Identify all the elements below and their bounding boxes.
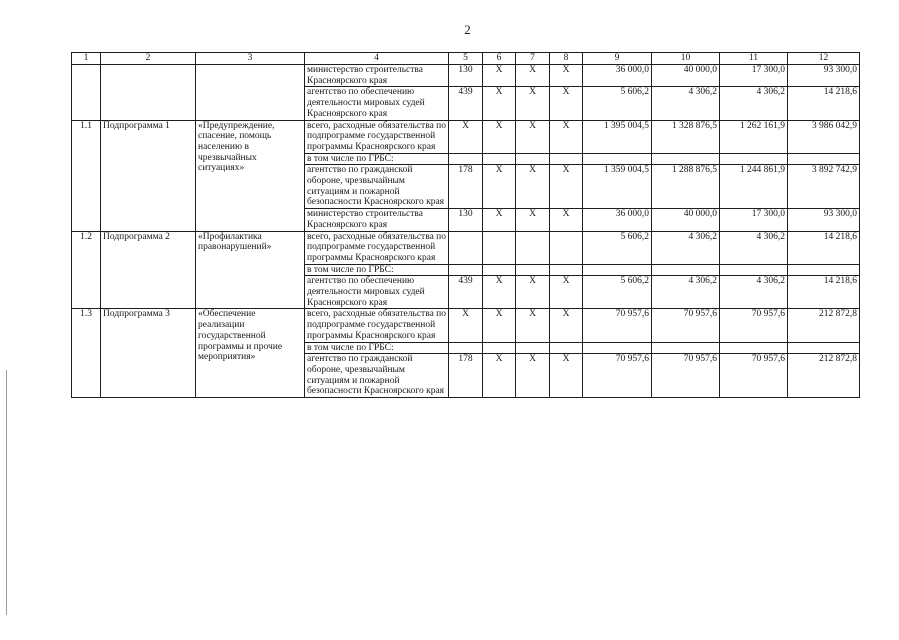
vr-cell [550, 264, 583, 276]
amount-col9: 5 606,2 [583, 276, 652, 309]
table-row [72, 231, 860, 264]
amount-total: 3 986 042,9 [788, 120, 860, 153]
amount-col9 [583, 342, 652, 354]
amount-total: 212 872,8 [788, 309, 860, 342]
column-header: 1 [72, 53, 101, 65]
vr-cell: X [550, 209, 583, 231]
table-row [72, 65, 860, 87]
amount-col10: 4 306,2 [652, 276, 720, 309]
amount-total: 14 218,6 [788, 87, 860, 120]
amount-col9: 5 606,2 [583, 87, 652, 120]
column-header: 7 [516, 53, 550, 65]
amount-col9: 36 000,0 [583, 209, 652, 231]
amount-col11: 70 957,6 [720, 309, 788, 342]
amount-col10: 1 328 876,5 [652, 120, 720, 153]
column-header: 6 [483, 53, 516, 65]
status-cell: Подпрограмма 3 [101, 309, 196, 398]
page-number: 2 [464, 22, 471, 37]
csr-cell [516, 231, 550, 264]
amount-col10: 70 957,6 [652, 354, 720, 398]
amount-col10: 40 000,0 [652, 65, 720, 87]
amount-total: 212 872,8 [788, 354, 860, 398]
amount-col11: 1 244 861,9 [720, 165, 788, 209]
amount-col10 [652, 153, 720, 165]
column-header: 5 [449, 53, 483, 65]
status-cell: Подпрограмма 1 [101, 120, 196, 231]
grbs-code-cell: 439 [449, 276, 483, 309]
amount-col10: 40 000,0 [652, 209, 720, 231]
amount-col11 [720, 264, 788, 276]
amount-col11: 4 306,2 [720, 276, 788, 309]
grbs-code-cell: X [449, 120, 483, 153]
grbs-code-cell [449, 342, 483, 354]
status-cell [101, 65, 196, 121]
grbs-code-cell [449, 264, 483, 276]
csr-cell: X [516, 209, 550, 231]
amount-total [788, 342, 860, 354]
column-header: 3 [196, 53, 305, 65]
grbs-code-cell: 439 [449, 87, 483, 120]
rzpr-cell: X [483, 309, 516, 342]
amount-col11: 17 300,0 [720, 209, 788, 231]
row-number-cell: 1.1 [72, 120, 101, 231]
amount-col10: 1 288 876,5 [652, 165, 720, 209]
rzpr-cell [483, 153, 516, 165]
amount-col9 [583, 264, 652, 276]
vr-cell [550, 231, 583, 264]
administrator-cell: агентство по гражданской обороне, чрезвычайным ситуациям и пожарной безопасности Красноярского края [305, 165, 449, 209]
amount-total [788, 153, 860, 165]
csr-cell: X [516, 65, 550, 87]
rzpr-cell [483, 231, 516, 264]
program-name-cell: «Предупреждение, спасение, помощь населению в чрезвычайных ситуациях» [196, 120, 305, 231]
administrator-cell: всего, расходные обязательства по подпрограмме государственной программы Красноярского края [305, 231, 449, 264]
vr-cell: X [550, 120, 583, 153]
grbs-code-cell: 130 [449, 65, 483, 87]
amount-col9: 70 957,6 [583, 354, 652, 398]
table-row [72, 120, 860, 153]
binding-margin-line [6, 370, 7, 615]
amount-col10 [652, 264, 720, 276]
vr-cell [550, 153, 583, 165]
rzpr-cell: X [483, 354, 516, 398]
status-cell: Подпрограмма 2 [101, 231, 196, 309]
program-name-cell: «Профилактика правонарушений» [196, 231, 305, 309]
rzpr-cell: X [483, 120, 516, 153]
grbs-code-cell [449, 153, 483, 165]
program-name-cell: «Обеспечение реализации государственной программы и прочие мероприятия» [196, 309, 305, 398]
rzpr-cell [483, 264, 516, 276]
rzpr-cell: X [483, 165, 516, 209]
amount-total: 14 218,6 [788, 231, 860, 264]
amount-col9: 36 000,0 [583, 65, 652, 87]
vr-cell: X [550, 165, 583, 209]
budget-table [71, 52, 860, 398]
amount-col10: 4 306,2 [652, 231, 720, 264]
vr-cell: X [550, 354, 583, 398]
column-header: 9 [583, 53, 652, 65]
amount-total: 14 218,6 [788, 276, 860, 309]
administrator-cell: агентство по обеспечению деятельности мировых судей Красноярского края [305, 87, 449, 120]
amount-col10: 70 957,6 [652, 309, 720, 342]
administrator-cell: министерство строительства Красноярского края [305, 209, 449, 231]
grbs-code-cell: 178 [449, 165, 483, 209]
column-header: 2 [101, 53, 196, 65]
amount-col9 [583, 153, 652, 165]
csr-cell: X [516, 165, 550, 209]
administrator-cell: министерство строительства Красноярского края [305, 65, 449, 87]
csr-cell [516, 342, 550, 354]
amount-col9: 1 395 004,5 [583, 120, 652, 153]
grbs-code-cell: 178 [449, 354, 483, 398]
row-number-cell: 1.2 [72, 231, 101, 309]
row-number-cell: 1.3 [72, 309, 101, 398]
rzpr-cell [483, 342, 516, 354]
column-header: 10 [652, 53, 720, 65]
column-header: 11 [720, 53, 788, 65]
column-header: 4 [305, 53, 449, 65]
amount-col10: 4 306,2 [652, 87, 720, 120]
administrator-cell: всего, расходные обязательства по подпрограмме государственной программы Красноярского края [305, 309, 449, 342]
csr-cell: X [516, 354, 550, 398]
table-row [72, 309, 860, 342]
vr-cell: X [550, 65, 583, 87]
csr-cell: X [516, 309, 550, 342]
amount-total: 3 892 742,9 [788, 165, 860, 209]
csr-cell: X [516, 276, 550, 309]
amount-total [788, 264, 860, 276]
amount-col11: 4 306,2 [720, 87, 788, 120]
administrator-cell: в том числе по ГРБС: [305, 153, 449, 165]
administrator-cell: агентство по обеспечению деятельности мировых судей Красноярского края [305, 276, 449, 309]
rzpr-cell: X [483, 209, 516, 231]
column-number-row [72, 53, 860, 65]
csr-cell: X [516, 87, 550, 120]
amount-col11 [720, 342, 788, 354]
program-name-cell [196, 65, 305, 121]
vr-cell [550, 342, 583, 354]
administrator-cell: всего, расходные обязательства по подпрограмме государственной программы Красноярского края [305, 120, 449, 153]
administrator-cell: в том числе по ГРБС: [305, 342, 449, 354]
vr-cell: X [550, 309, 583, 342]
rzpr-cell: X [483, 87, 516, 120]
rzpr-cell: X [483, 65, 516, 87]
amount-col11: 4 306,2 [720, 231, 788, 264]
amount-total: 93 300,0 [788, 65, 860, 87]
amount-total: 93 300,0 [788, 209, 860, 231]
csr-cell [516, 264, 550, 276]
row-number-cell [72, 65, 101, 121]
column-header: 12 [788, 53, 860, 65]
grbs-code-cell: 130 [449, 209, 483, 231]
amount-col11: 70 957,6 [720, 354, 788, 398]
amount-col11 [720, 153, 788, 165]
amount-col11: 1 262 161,9 [720, 120, 788, 153]
amount-col9: 5 606,2 [583, 231, 652, 264]
administrator-cell: в том числе по ГРБС: [305, 264, 449, 276]
amount-col9: 70 957,6 [583, 309, 652, 342]
column-header: 8 [550, 53, 583, 65]
csr-cell [516, 153, 550, 165]
administrator-cell: агентство по гражданской обороне, чрезвычайным ситуациям и пожарной безопасности Красноярского края [305, 354, 449, 398]
grbs-code-cell: X [449, 309, 483, 342]
amount-col9: 1 359 004,5 [583, 165, 652, 209]
amount-col11: 17 300,0 [720, 65, 788, 87]
vr-cell: X [550, 87, 583, 120]
csr-cell: X [516, 120, 550, 153]
amount-col10 [652, 342, 720, 354]
vr-cell: X [550, 276, 583, 309]
grbs-code-cell [449, 231, 483, 264]
rzpr-cell: X [483, 276, 516, 309]
